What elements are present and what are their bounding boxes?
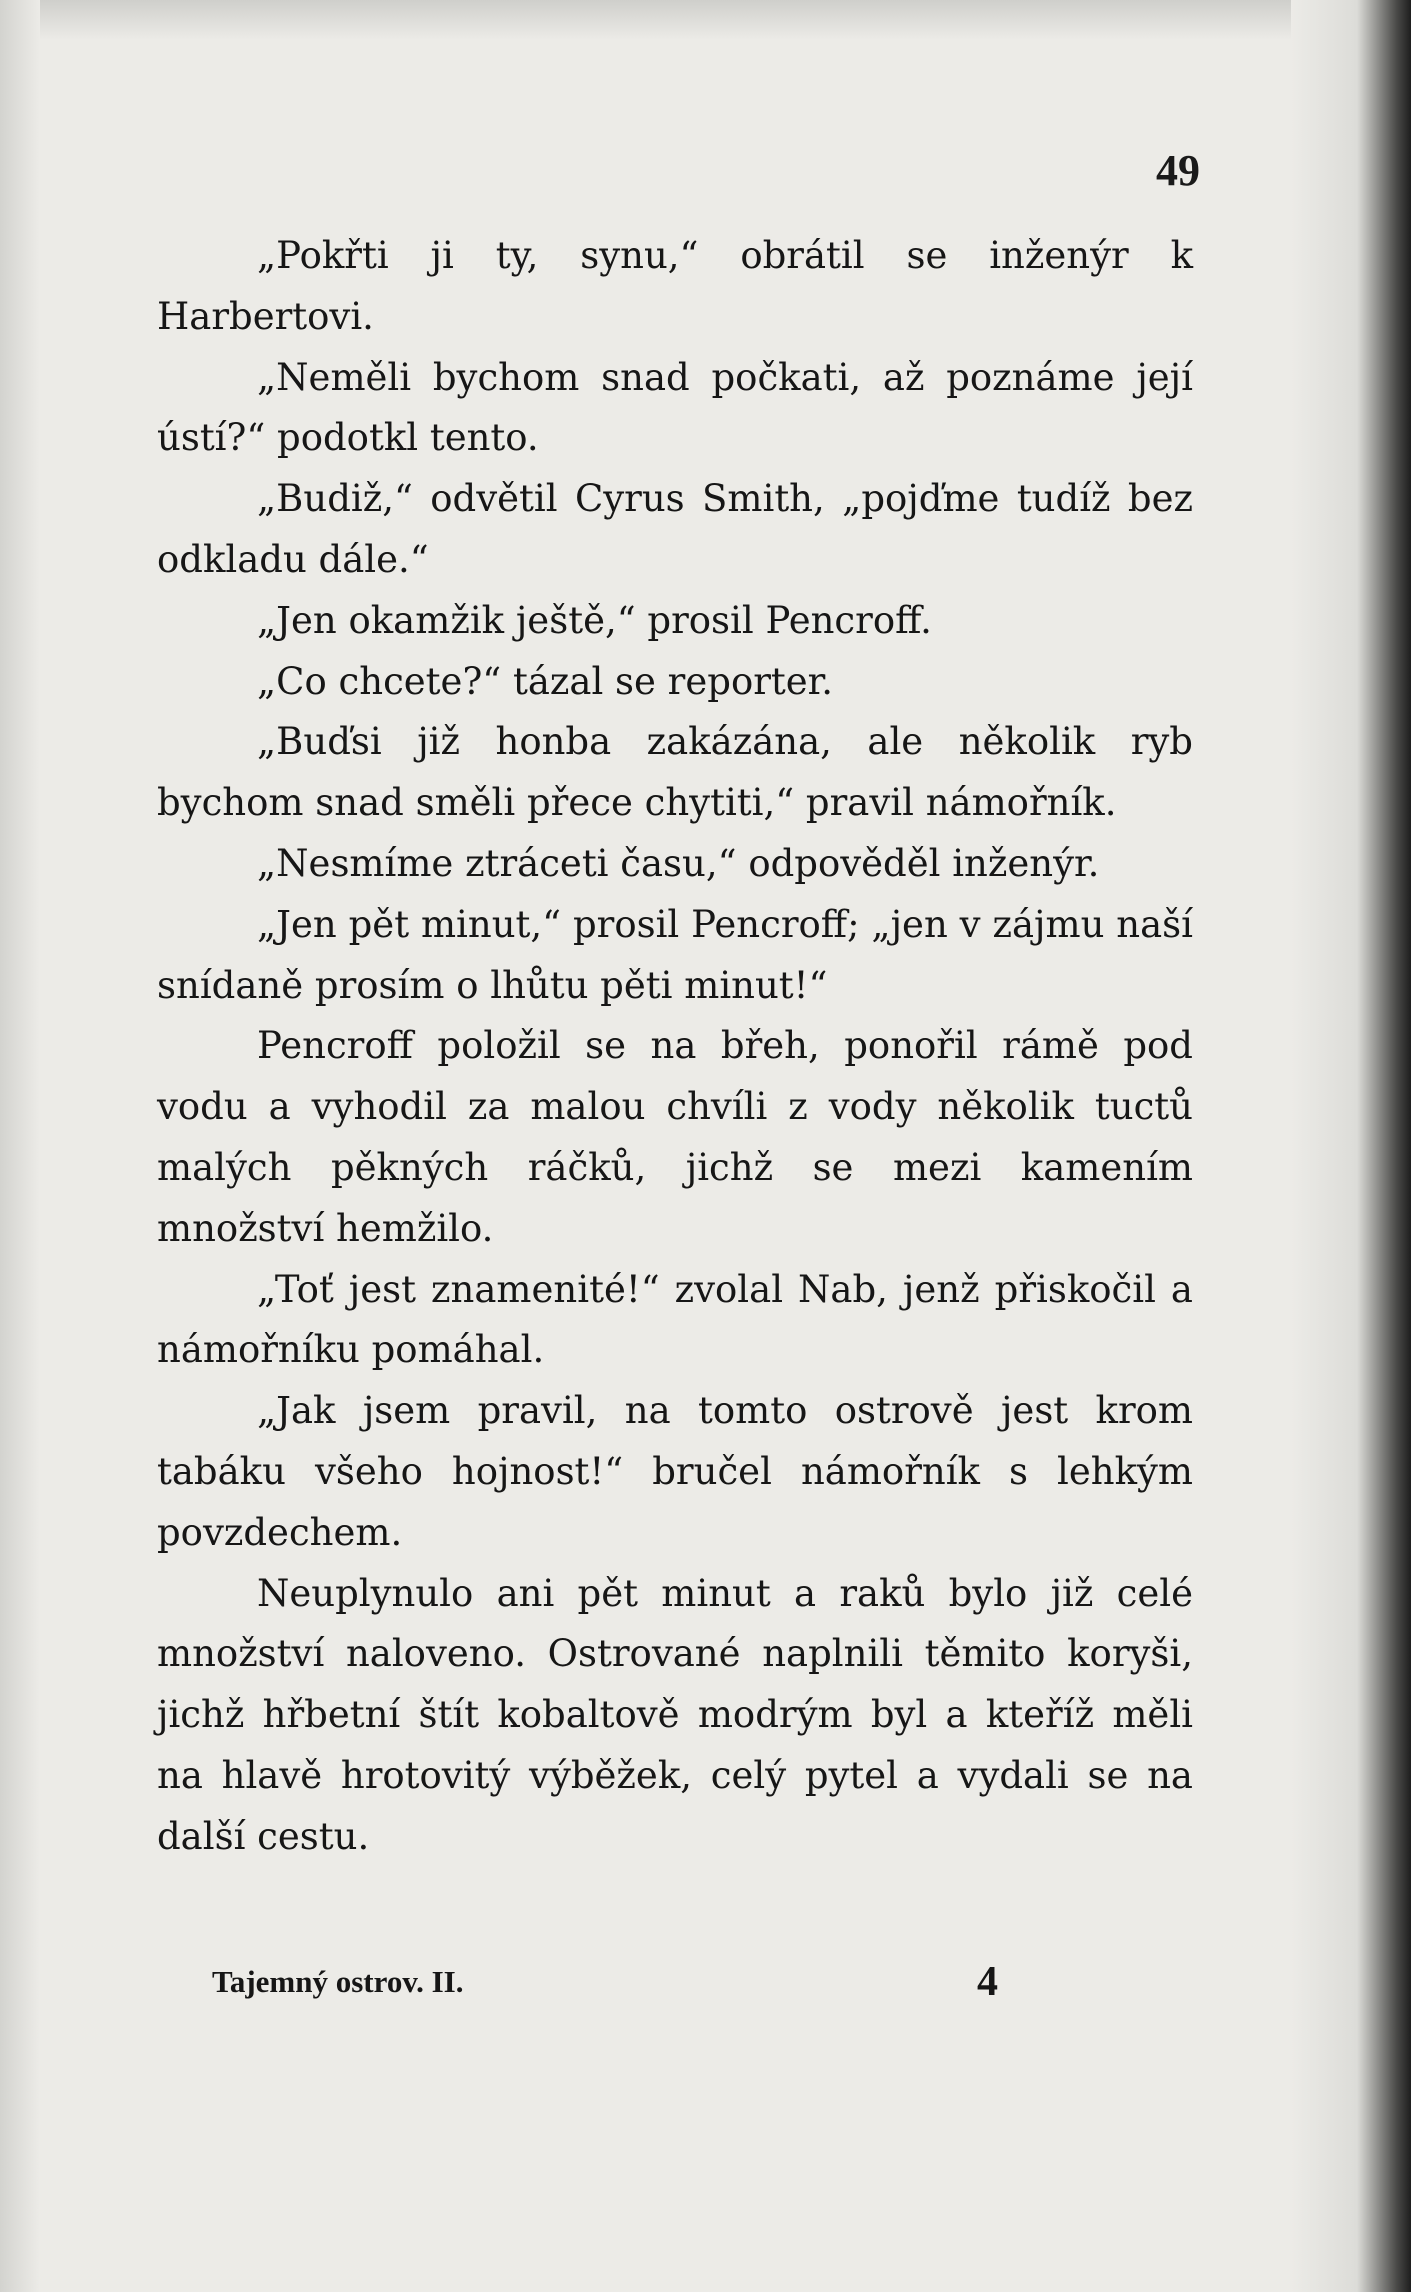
page-right-edge-shadow (1291, 0, 1411, 2292)
paragraph: „Budiž,“ odvětil Cyrus Smith, „pojďme tudíž bez odkladu dále.“ (157, 477, 1193, 581)
paragraph: „Toť jest znamenité!“ zvolal Nab, jenž přiskočil a námořníku pomáhal. (157, 1267, 1193, 1372)
paragraph: „Jen okamžik ještě,“ prosil Pencroff. (257, 598, 932, 642)
footer-book-title: Tajemný ostrov. II. (212, 1964, 464, 1999)
paragraph: „Neměli bychom snad počkati, až poznáme její ústí?“ podotkl tento. (157, 355, 1193, 460)
paragraph: „Pokřti ji ty, synu,“ obrátil se inženýr k Harbertovi. (157, 234, 1193, 338)
paragraph: „Nesmíme ztráceti času,“ odpověděl inženýr. (257, 841, 1100, 885)
page-footer (212, 1958, 1012, 2008)
paragraph: „Buďsi již honba zakázána, ale několik ryb bychom snad směli přece chytiti,“ pravil námořník. (157, 720, 1193, 825)
paragraph: Pencroff položil se na břeh, ponořil rámě pod vodu a vyhodil za malou chvíli z vody několik tuctů malých pěkných ráčků, jichž se mezi kamením množství hemžilo. (157, 1024, 1193, 1250)
page-left-shadow (0, 0, 40, 2292)
footer-sheet-number: 4 (977, 1959, 998, 2005)
page-body-text (157, 226, 1193, 1868)
page-top-shadow (0, 0, 1411, 40)
paragraph: „Co chcete?“ tázal se reporter. (257, 659, 834, 703)
paragraph: Neuplynulo ani pět minut a raků bylo již celé množství naloveno. Ostrované naplnili těmito koryši, jichž hřbetní štít kobaltově modrým byl a kteříž měli na hlavě hrotovitý výběžek, celý pytel a vydali se na další cestu. (157, 1571, 1193, 1858)
page-number: 49 (1156, 146, 1200, 195)
paragraph: „Jen pět minut,“ prosil Pencroff; „jen v zájmu naší snídaně prosím o lhůtu pěti minut!“ (157, 902, 1193, 1007)
paragraph: „Jak jsem pravil, na tomto ostrově jest krom tabáku všeho hojnost!“ bručel námořník s lehkým povzdechem. (157, 1389, 1193, 1554)
